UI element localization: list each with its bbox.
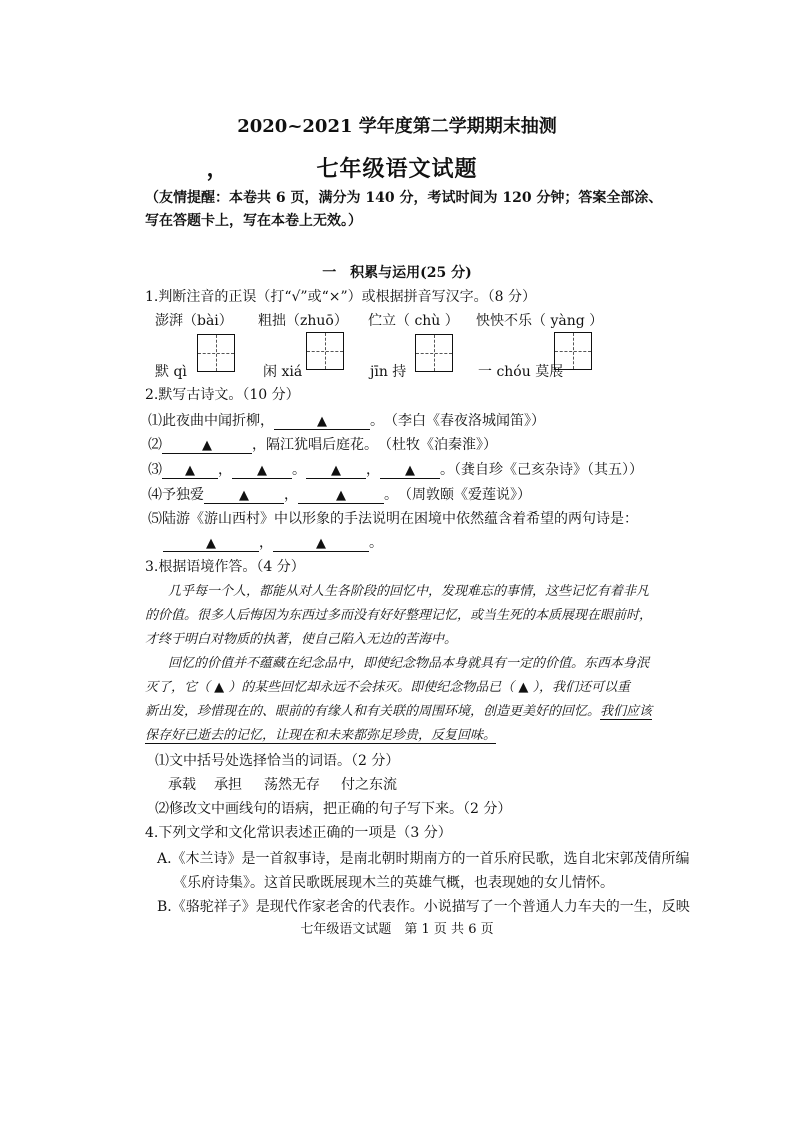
q3-option: 付之东流 — [341, 777, 397, 793]
answer-blank[interactable]: ▲ — [306, 464, 366, 479]
q3-option: 承载 — [168, 777, 196, 793]
q2-stem: 2.默写古诗文。（10 分） — [145, 387, 300, 403]
answer-blank[interactable]: ▲ — [204, 489, 284, 504]
passage-text: 新出发，珍惜现在的、眼前的有缘人和有关联的周围环境，创造更美好的回忆。 — [145, 704, 601, 719]
q1-item-3: 伫立（ chù ） — [368, 313, 459, 329]
passage-line: 回忆的价值并不蕴藏在纪念品中，即使纪念物品本身就具有一定的价值。东西本身泯 — [168, 656, 650, 671]
answer-blank[interactable]: ▲ — [298, 489, 384, 504]
passage-line: 几乎每一个人，都能从对人生各阶段的回忆中，发现难忘的事情，这些记忆有着非凡 — [168, 584, 650, 599]
q2-line-2 — [148, 434, 497, 454]
tianzige-box-1[interactable] — [197, 334, 235, 372]
q2-line-5-blanks — [163, 532, 383, 552]
q3-option: 荡然无存 — [264, 777, 320, 793]
exam-title: 2020~2021 学年度第二学期期末抽测 — [237, 116, 557, 137]
q2-l4-sep: ， — [284, 487, 298, 503]
underlined-sentence: 我们应该 — [600, 704, 653, 719]
q2-l4-source: 。 （周敦颐《爱莲说》） — [384, 487, 531, 503]
q4-option-a-cont: 《乐府诗集》。这首民歌既展现木兰的英雄气概，也表现她的女儿情怀。 — [173, 875, 614, 891]
q3-option: 承担 — [214, 777, 242, 793]
exam-subtitle — [0, 152, 794, 183]
q2-line-5: ⑸陆游《游山西村》中以形象的手法说明在困境中依然蕴含着希望的两句诗是： — [148, 511, 638, 527]
q4-option-a: A.《木兰诗》是一首叙事诗，是南北朝时期南方的一首乐府民歌，选自北宋郭茂倩所编 — [157, 851, 690, 867]
tianzige-box-2[interactable] — [306, 332, 344, 370]
passage-line: 的价值。很多人后悔因为东西过多而没有好好整理记忆，或当生死的本质展现在眼前时， — [145, 608, 653, 623]
page-footer: 七年级语文试题 第 1 页 共 6 页 — [300, 922, 494, 937]
q1-item-2: 粗拙（zhuō） — [258, 313, 348, 329]
subtitle-text: 七年级语文试题 — [316, 156, 478, 182]
q4-option-b: B.《骆驼祥子》是现代作家老舍的代表作。小说描写了一个普通人力车夫的一生，反映 — [157, 899, 690, 915]
q2-l3-sep3: ， — [366, 462, 380, 478]
section-heading: 一 积累与运用(25 分) — [322, 265, 472, 281]
q3-sub1: ⑴文中括号处选择恰当的词语。（2 分） — [155, 753, 400, 769]
q2-l1-source: 。 （李白《春夜洛城闻笛》） — [370, 413, 545, 429]
q1-stem: 1.判断注音的正误（打“√”或“×”）或根据拼音写汉字。（8 分） — [145, 289, 536, 305]
answer-blank[interactable]: ▲ — [273, 537, 369, 552]
q3-sub2: ⑵修改文中画线句的语病，把正确的句子写下来。（2 分） — [155, 801, 512, 817]
q2-l2-text: ，隔江犹唱后庭花。 （杜牧《泊秦淮》） — [252, 437, 497, 453]
q2-l1-text: ⑴此夜曲中闻折柳， — [148, 413, 274, 429]
q2-line-1 — [148, 410, 545, 430]
q2-line-4 — [148, 484, 531, 504]
q2-l5-end: 。 — [369, 535, 383, 551]
answer-blank[interactable]: ▲ — [162, 464, 218, 479]
q1-pinyin-2: 闲 xiá — [263, 364, 303, 380]
q2-l3-num: ⑶ — [148, 462, 162, 478]
tianzige-box-4[interactable] — [554, 332, 592, 370]
q1-pinyin-4: 一 chóu 莫展 — [478, 364, 564, 380]
stray-comma-mark: ， — [206, 156, 230, 182]
tianzige-box-3[interactable] — [415, 334, 453, 372]
q2-line-3 — [148, 459, 643, 479]
passage-line: 灭了，它（ ▲ ）的某些回忆却永远不会抹灭。即使纪念物品已（ ▲ ），我们还可以重 — [145, 680, 631, 695]
q4-stem: 4.下列文学和文化常识表述正确的一项是（3 分） — [145, 825, 452, 841]
answer-blank[interactable]: ▲ — [232, 464, 292, 479]
answer-blank[interactable]: ▲ — [380, 464, 440, 479]
q1-item-4: 怏怏不乐（ yàng ） — [476, 313, 604, 329]
exam-notice: （友情提醒：本卷共 6 页，满分为 140 分，考试时间为 120 分钟；答案全部涂、写在答题卡上，写在本卷上无效。） — [145, 190, 663, 229]
q3-stem: 3.根据语境作答。（4 分） — [145, 559, 305, 575]
underlined-sentence: 保存好已逝去的记忆，让现在和未来都弥足珍贵，反复回味。 — [145, 724, 496, 744]
q2-l4-text: ⑷予独爱 — [148, 487, 204, 503]
q2-l3-sep2: 。 — [292, 462, 306, 478]
q1-item-1: 澎湃（bài） — [155, 313, 233, 329]
q2-l3-source: 。（龚自珍《己亥杂诗》（其五）） — [440, 462, 643, 478]
q2-l2-num: ⑵ — [148, 437, 162, 453]
q1-pinyin-1: 默 qì — [155, 364, 187, 380]
q1-pinyin-3: jīn 持 — [370, 364, 407, 380]
q2-l3-sep1: ， — [218, 462, 232, 478]
answer-blank[interactable]: ▲ — [162, 439, 252, 454]
passage-line: 才终于明白对物质的执著，使自己陷入无边的苦海中。 — [145, 632, 458, 647]
q2-l5-sep: ， — [259, 535, 273, 551]
passage-line — [145, 700, 652, 719]
answer-blank[interactable]: ▲ — [274, 415, 370, 430]
answer-blank[interactable]: ▲ — [163, 537, 259, 552]
